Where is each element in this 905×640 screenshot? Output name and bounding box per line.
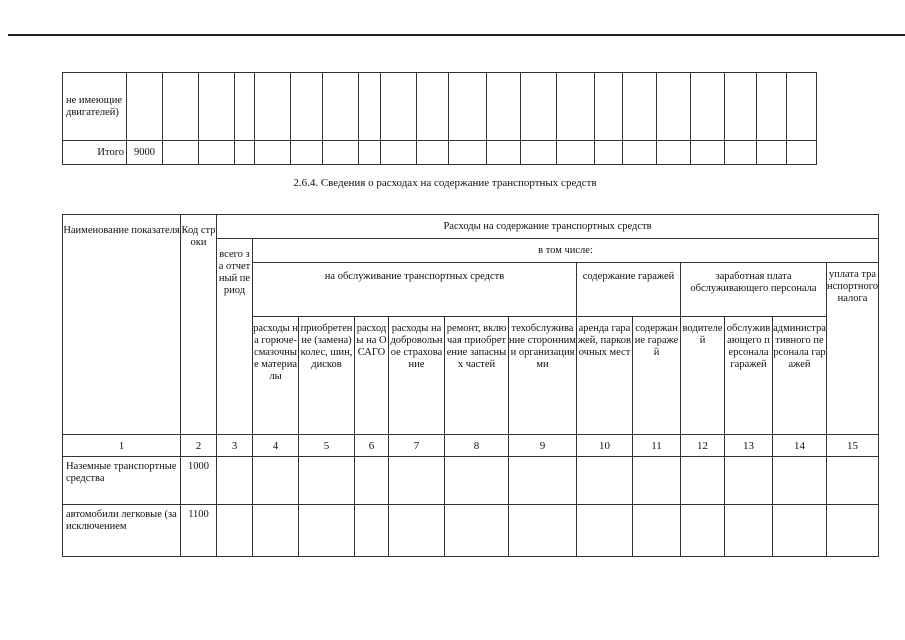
col-number: 4 (253, 435, 299, 457)
col-number: 12 (681, 435, 725, 457)
top-rule (8, 34, 905, 36)
total-code: 9000 (127, 141, 163, 165)
header-col10: аренда гаражей, парковочных мест (577, 317, 633, 435)
col-number: 5 (299, 435, 355, 457)
col-number: 8 (445, 435, 509, 457)
header-col9: техобслуживание сторонними организациями (509, 317, 577, 435)
header-name: Наименование показателя (63, 215, 181, 435)
header-col12: водителей (681, 317, 725, 435)
table-row (63, 457, 879, 505)
header-col7: расходы на добровольное страхование (389, 317, 445, 435)
col-number: 6 (355, 435, 389, 457)
col-number: 1 (63, 435, 181, 457)
header-expenses: Расходы на содержание транспортных средств (217, 215, 879, 239)
header-service: на обслуживание транспортных средств (253, 263, 577, 317)
header-col5: приобретение (замена) колес, шин, дисков (299, 317, 355, 435)
header-col14: административного персонала гаражей (773, 317, 827, 435)
col-number: 3 (217, 435, 253, 457)
total-label: Итого (63, 141, 127, 165)
col-number: 9 (509, 435, 577, 457)
col-number: 13 (725, 435, 773, 457)
col-number: 11 (633, 435, 681, 457)
col-number: 15 (827, 435, 879, 457)
col-number: 2 (181, 435, 217, 457)
header-col8: ремонт, включая приобретение запасных частей (445, 317, 509, 435)
col-number: 14 (773, 435, 827, 457)
header-including: в том числе: (253, 239, 879, 263)
table-row (63, 505, 879, 557)
header-code: Код строки (181, 215, 217, 435)
section-caption: 2.6.4. Сведения о расходах на содержание транспортных средств (293, 177, 597, 189)
header-col4: расходы на горюче-смазочные материалы (253, 317, 299, 435)
header-salary: заработная плата обслуживающего персонала (681, 263, 827, 317)
upper-table (62, 72, 817, 165)
row-label: Наземные транспортные средства (63, 457, 181, 505)
row-code: 1000 (181, 457, 217, 505)
row-label: автомобили легковые (за исключением (63, 505, 181, 557)
header-col6: расходы на ОСАГО (355, 317, 389, 435)
expenses-table (62, 214, 879, 557)
col-number: 7 (389, 435, 445, 457)
row-label-no-engines: не имеющие двигателей) (63, 73, 127, 141)
header-total: всего за отчетный период (217, 239, 253, 435)
row-code: 1100 (181, 505, 217, 557)
header-col11: содержание гаражей (633, 317, 681, 435)
header-col13: обслуживающего персонала гаражей (725, 317, 773, 435)
col-number: 10 (577, 435, 633, 457)
header-tax: уплата транспортного налога (827, 263, 879, 435)
column-number-row (63, 435, 879, 457)
header-garages: содержание гаражей (577, 263, 681, 317)
